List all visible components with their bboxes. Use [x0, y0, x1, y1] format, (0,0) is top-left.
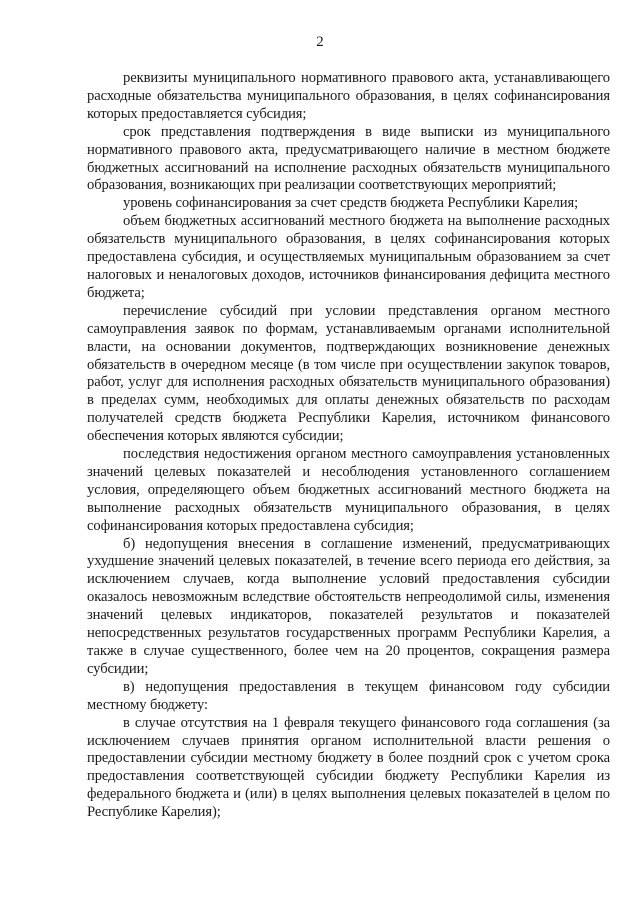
paragraph-item-v: в) недопущения предоставления в текущем финансовом году субсидии местному бюджету:	[87, 678, 610, 713]
paragraph-item-b: б) недопущения внесения в соглашение изменений, предусматривающих ухудшение значений целевых показателей, в течение всего периода его действия, за исключением случаев, когда выполнение условий предоставления субсидии оказалось невозможным вследствие обстоятельств непреодолимой силы, изменения значений целевых индикаторов, показателей результатов и показателей непосредственных результатов государственных программ Республики Карелия, а также в случае существенного, более чем на 20 процентов, сокращения размера субсидии;	[87, 535, 610, 677]
page-number: 2	[316, 34, 324, 50]
paragraph-cofinancing-level: уровень софинансирования за счет средств бюджета Республики Карелия;	[123, 195, 579, 212]
document-body	[87, 70, 610, 822]
paragraph-no-agreement: в случае отсутствия на 1 февраля текущего финансового года соглашения (за исключением случаев принятия органом исполнительной власти решения о предоставлении субсидии местному бюджету в более поздний срок с учетом срока предоставления соответствующей субсидии бюджету Республики Карелия из федерального бюджета и (или) в целях выполнения целевых показателей в целом по Республике Карелия);	[87, 714, 610, 821]
paragraph-municipal-act-details: реквизиты муниципального нормативного правового акта, устанавливающего расходные обязательства муниципального образования, в целях софинансирования которых предоставляется субсидия;	[87, 70, 610, 122]
paragraph-consequences: последствия недостижения органом местного самоуправления установленных значений целевых показателей и несоблюдения установленного соглашением условия, определяющего объем бюджетных ассигнований местного бюджета на выполнение расходных обязательств муниципального образования, в целях софинансирования которых предоставлена субсидия;	[87, 446, 610, 534]
paragraph-subsidy-transfer: перечисление субсидий при условии представления органом местного самоуправления заявок по формам, устанавливаемым органами исполнительной власти, на основании документов, подтверждающих возникновение денежных обязательств в очередном месяце (в том числе при осуществлении закупок товаров, работ, услуг для исполнения расходных обязательств муниципального образования) в пределах сумм, необходимых для оплаты денежных обязательств по расходам получателей средств бюджета Республики Карелия, источником финансового обеспечения которых являются субсидии;	[87, 302, 610, 445]
paragraph-confirmation-deadline: срок представления подтверждения в виде выписки из муниципального нормативного правового акта, предусматривающего наличие в местном бюджете бюджетных ассигнований на исполнение расходных обязательств муниципального образования, возникающих при реализации соответствующих мероприятий;	[87, 123, 610, 194]
paragraph-budget-allocations: объем бюджетных ассигнований местного бюджета на выполнение расходных обязательств муниципального образования, в целях софинансирования которых предоставлена субсидия, и осуществляемых муниципальным образованием за счет налоговых и неналоговых доходов, источников финансирования дефицита местного бюджета;	[87, 213, 610, 301]
